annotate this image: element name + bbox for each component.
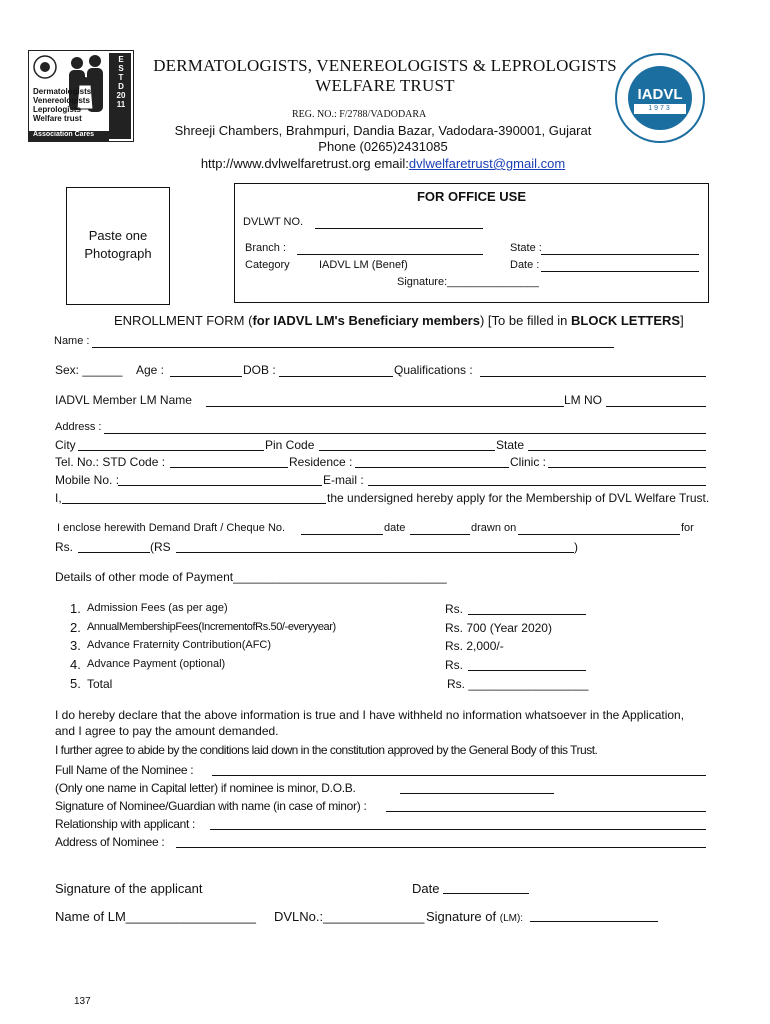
city-label: City [55, 438, 76, 452]
photo-box [66, 187, 170, 305]
email-link[interactable]: dvlwelfaretrust@gmail.com [408, 156, 566, 171]
residence-field[interactable] [355, 467, 509, 468]
estd-label: ESTD 2011 [116, 55, 126, 109]
clinic-label: Clinic : [510, 455, 547, 469]
address-label: Address : [55, 421, 102, 433]
pin-label: Pin Code [265, 438, 315, 452]
fee-number: 4. [70, 657, 81, 672]
declaration-line-1: I do hereby declare that the above information is true and I have withheld no information whatsoever in the Application, [55, 708, 685, 722]
fee-value: Rs. 2,000/- [445, 639, 504, 653]
fee-number: 5. [70, 676, 81, 691]
dvlwt-no-label: DVLWT NO. [243, 216, 304, 228]
cheque-no-field[interactable] [301, 534, 383, 535]
nominee-signature-field[interactable] [386, 811, 706, 812]
nominee-name-field[interactable] [212, 775, 706, 776]
date-inline-label: date [384, 522, 406, 534]
qualifications-label: Qualifications : [394, 363, 473, 377]
office-date-field[interactable] [541, 271, 699, 272]
photo-box-line-1: Paste one [88, 228, 148, 243]
name-of-lm-label: Name of LM__________________ [55, 909, 256, 924]
nominee-dob-field[interactable] [400, 793, 554, 794]
relationship-label: Relationship with applicant : [55, 817, 196, 831]
fee-amount-field[interactable] [468, 614, 586, 615]
fee-label: Advance Payment (optional) [87, 658, 226, 670]
address-line: Shreeji Chambers, Brahmpuri, Dandia Bazar, Vadodara-390001, Gujarat [174, 123, 592, 138]
dob-field[interactable] [279, 376, 393, 377]
office-use-box [234, 183, 709, 303]
i-label: I, [55, 491, 62, 505]
nominee-address-label: Address of Nominee : [55, 835, 165, 849]
signature-label: Signature:_______________ [397, 276, 539, 288]
undersigned-text: the undersigned hereby apply for the Membership of DVL Welfare Trust. [327, 491, 710, 505]
rs-amount-field[interactable] [78, 552, 150, 553]
fee-number: 3. [70, 638, 81, 653]
applicant-name-field[interactable] [62, 503, 326, 504]
fee-label: AnnualMembershipFees(IncrementofRs.50/-everyyear) [87, 621, 336, 633]
std-code-field[interactable] [170, 467, 288, 468]
web-email-line [103, 156, 663, 171]
pin-field[interactable] [319, 450, 495, 451]
age-field[interactable] [170, 376, 242, 377]
applicant-signature-label: Signature of the applicant [55, 881, 203, 896]
lm-no-label: LM NO [564, 393, 603, 407]
fee-number: 2. [70, 620, 81, 635]
state-label: State : [510, 242, 542, 254]
rs-label: Rs. [55, 540, 73, 554]
enrollment-bold-1: for IADVL LM's Beneficiary members [252, 313, 480, 328]
photo-box-line-2: Photograph [84, 246, 152, 261]
fee-label: Advance Fraternity Contribution(AFC) [87, 639, 272, 651]
drawn-label: drawn on [471, 522, 517, 534]
lm-no-field[interactable] [606, 406, 706, 407]
reg-number: REG. NO.: F/2788/VADODARA [292, 109, 427, 120]
enrollment-bold-2: BLOCK LETTERS [571, 313, 681, 328]
branch-label: Branch : [245, 242, 286, 254]
iadvl-year: 1973 [648, 105, 672, 112]
fee-value: Rs. [445, 602, 463, 616]
qualifications-field[interactable] [480, 376, 706, 377]
fee-label: Admission Fees (as per age) [87, 602, 228, 614]
fee-value: Rs. [445, 658, 463, 672]
lm-signature-text: Signature of [426, 909, 497, 924]
relationship-field[interactable] [210, 829, 706, 830]
rs-words-label: (RS [150, 540, 171, 554]
rs-words-field[interactable] [176, 552, 574, 553]
dob-label: DOB : [243, 363, 276, 377]
nominee-signature-label: Signature of Nominee/Guardian with name (in case of minor) : [55, 799, 367, 813]
residence-label: Residence : [289, 455, 353, 469]
title-line-1: DERMATOLOGISTS, VENEREOLOGISTS & LEPROLOGISTS [153, 56, 617, 75]
cheque-date-field[interactable] [410, 534, 470, 535]
name-label: Name : [54, 335, 90, 347]
state-field[interactable] [541, 254, 699, 255]
dvlwt-no-field[interactable] [315, 228, 483, 229]
details-label: Details of other mode of Payment________________________________ [55, 570, 447, 584]
category-label: Category [245, 259, 290, 271]
declaration-line-3: I further agree to abide by the conditions laid down in the constitution approved by the General Body of this Trust. [55, 743, 598, 757]
enrollment-middle: ) [To be filled in [479, 313, 572, 328]
fee-value: Rs. __________________ [447, 677, 589, 691]
declaration-line-2: and I agree to pay the amount demanded. [55, 724, 279, 738]
enrollment-heading [114, 313, 684, 328]
nominee-dob-label: (Only one name in Capital letter) if nominee is minor, D.O.B. [55, 781, 356, 795]
fee-amount-field[interactable] [468, 670, 586, 671]
state-input[interactable] [528, 450, 706, 451]
state-field-label: State [496, 438, 525, 452]
page-number: 137 [74, 996, 91, 1007]
logo-line: Leprologists [33, 105, 82, 114]
mobile-field[interactable] [118, 485, 322, 486]
enclose-label: I enclose herewith Demand Draft / Cheque No. [57, 522, 286, 534]
drawn-on-field[interactable] [518, 534, 680, 535]
name-field[interactable] [92, 347, 614, 348]
enrollment-suffix: ] [680, 313, 684, 328]
age-label: Age : [136, 363, 165, 377]
lm-signature-small: (LM): [499, 913, 524, 924]
branch-field[interactable] [297, 254, 483, 255]
address-field[interactable] [104, 433, 706, 434]
footer-date-label: Date [412, 881, 440, 896]
fee-value: Rs. 700 (Year 2020) [445, 621, 552, 635]
lm-name-label: IADVL Member LM Name [55, 393, 192, 407]
clinic-field[interactable] [548, 467, 706, 468]
logo-line: Welfare trust [33, 114, 82, 123]
sex-label: Sex: ______ [55, 363, 123, 377]
email-field[interactable] [368, 485, 706, 486]
mobile-label: Mobile No. : [55, 473, 120, 487]
lm-name-field[interactable] [206, 406, 564, 407]
office-use-heading: FOR OFFICE USE [416, 189, 527, 204]
iadvl-center-text: IADVL [637, 86, 683, 103]
title-line-2: WELFARE TRUST [315, 76, 455, 95]
city-field[interactable] [78, 450, 264, 451]
nominee-name-label: Full Name of the Nominee : [55, 763, 194, 777]
phone-line: Phone (0265)2431085 [318, 139, 448, 154]
tel-label: Tel. No.: STD Code : [55, 455, 166, 469]
lm-signature-label [426, 909, 523, 924]
dvl-no-label: DVLNo.:______________ [274, 909, 425, 924]
website-text: http://www.dvlwelfaretrust.org email: [200, 156, 409, 171]
logo-line: Dermatologists [33, 87, 92, 96]
logo-line: Venereologists [33, 96, 90, 105]
enrollment-prefix: ENROLLMENT FORM ( [114, 313, 253, 328]
close-paren: ) [574, 540, 578, 554]
nominee-address-field[interactable] [176, 847, 706, 848]
date-label: Date : [510, 259, 540, 271]
fee-label: Total [87, 677, 113, 691]
footer-date-field[interactable] [443, 893, 529, 894]
logo-footer: Association Cares [33, 131, 95, 138]
email-label: E-mail : [323, 473, 364, 487]
fee-number: 1. [70, 601, 81, 616]
category-value: IADVL LM (Benef) [319, 259, 408, 271]
lm-signature-field[interactable] [530, 921, 658, 922]
for-label: for [681, 522, 694, 534]
